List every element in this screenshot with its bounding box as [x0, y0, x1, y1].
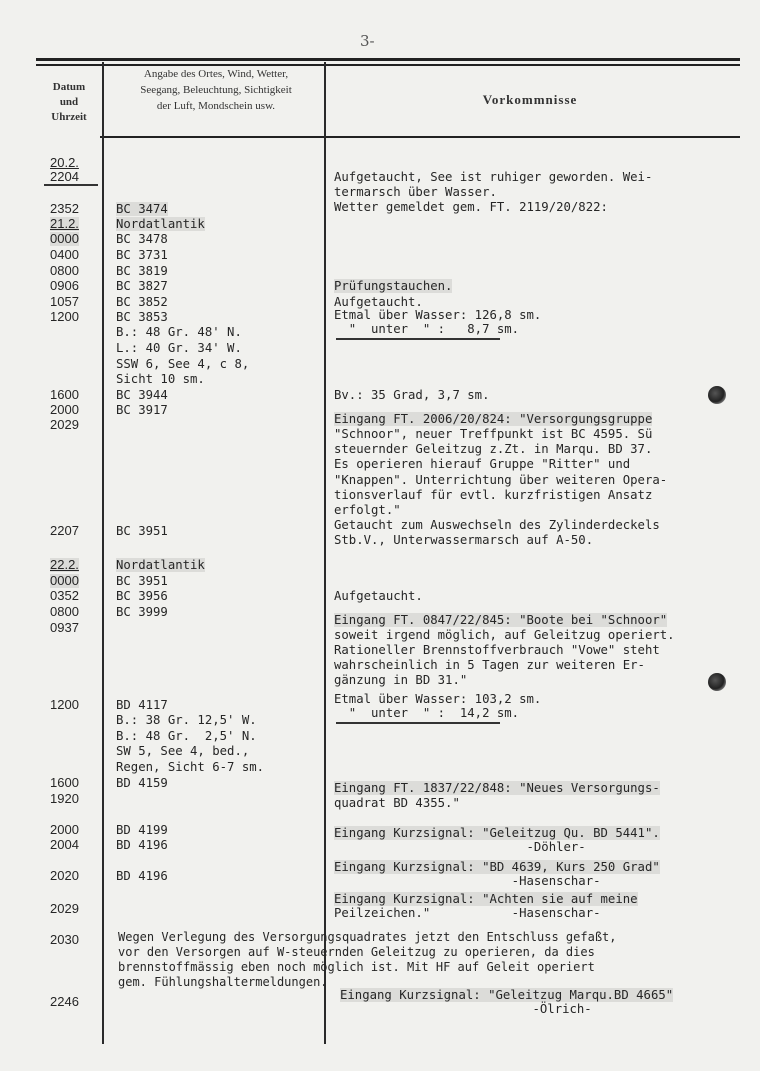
time-cell: 0906 — [50, 278, 79, 293]
page-number: 3- — [360, 32, 375, 50]
location-cell: B.: 38 Gr. 12,5' W. — [116, 713, 257, 727]
time-cell: 0400 — [50, 247, 79, 262]
location-cell: BC 3852 — [116, 295, 168, 309]
column-divider-1 — [102, 62, 104, 1044]
event-text: Wetter gemeldet gem. FT. 2119/20/822: — [334, 200, 608, 214]
location-cell: BD 4196 — [116, 869, 168, 883]
column-divider-2 — [324, 62, 326, 1044]
location-cell: B.: 48 Gr. 2,5' N. — [116, 729, 257, 743]
event-text: -Ölrich- — [340, 1002, 592, 1016]
event-text: Eingang FT. 2006/20/824: "Versorgungsgruppe — [334, 412, 653, 426]
location-cell: L.: 40 Gr. 34' W. — [116, 341, 242, 355]
time-cell: 1920 — [50, 791, 79, 806]
location-cell: Nordatlantik — [116, 217, 205, 231]
time-cell: 1200 — [50, 697, 79, 712]
event-text: termarsch über Wasser. — [334, 185, 497, 199]
event-text: Eingang Kurzsignal: "BD 4639, Kurs 250 Grad" — [334, 860, 660, 874]
event-text: "Schnoor", neuer Treffpunkt ist BC 4595. Sü — [334, 427, 653, 441]
location-cell: Regen, Sicht 6-7 sm. — [116, 760, 265, 774]
event-text: gänzung in BD 31." — [334, 673, 468, 687]
event-text: Eingang Kurzsignal: "Geleitzug Qu. BD 5441". — [334, 826, 660, 840]
time-cell: 0000 — [50, 231, 79, 246]
location-cell: Sicht 10 sm. — [116, 372, 205, 386]
event-text: Eingang Kurzsignal: "Achten sie auf meine — [334, 892, 638, 906]
location-cell: BC 3731 — [116, 248, 168, 262]
decision-text: Wegen Verlegung des Versorgungsquadrates jetzt den Entschluss gefaßt, — [118, 930, 617, 944]
location-cell: Nordatlantik — [116, 558, 205, 572]
decision-text: gem. Fühlungshaltermeldungen. — [118, 975, 328, 989]
location-cell: BC 3951 — [116, 524, 168, 538]
time-cell: 2000 — [50, 402, 79, 417]
time-cell: 1600 — [50, 387, 79, 402]
time-cell: 2246 — [50, 994, 79, 1009]
event-text: Getaucht zum Auswechseln des Zylinderdeckels — [334, 518, 660, 532]
header-date-time: Datum und Uhrzeit — [51, 81, 87, 123]
event-text: Eingang FT. 1837/22/848: "Neues Versorgungs- — [334, 781, 660, 795]
event-text: -Döhler- — [334, 840, 586, 854]
time-cell: 0352 — [50, 588, 79, 603]
header-location-weather: Angabe des Ortes, Wind, Wetter, Seegang, Beleuchtung, Sichtigkeit der Luft, Mondschein usw. — [140, 68, 292, 112]
location-cell: BD 4196 — [116, 838, 168, 852]
event-text: Stb.V., Unterwassermarsch auf A-50. — [334, 533, 594, 547]
location-cell: BC 3478 — [116, 232, 168, 246]
time-cell: 2352 — [50, 201, 79, 216]
time-cell: 2207 — [50, 523, 79, 538]
punch-hole — [708, 386, 726, 404]
event-text: Aufgetaucht, See ist ruhiger geworden. Wei- — [334, 170, 653, 184]
decision-text: brennstoffmässig eben noch möglich ist. Mit HF auf Geleit operiert — [118, 960, 595, 974]
event-text: " unter " : 14,2 sm. — [334, 706, 520, 720]
event-text: steuernder Geleitzug z.Zt. in Marqu. BD 37. — [334, 442, 653, 456]
event-text: quadrat BD 4355." — [334, 796, 460, 810]
location-cell: BD 4159 — [116, 776, 168, 790]
event-text: Etmal über Wasser: 126,8 sm. — [334, 308, 542, 322]
time-cell: 1200 — [50, 309, 79, 324]
event-text: " unter " : 8,7 sm. — [334, 322, 520, 336]
time-cell: 2020 — [50, 868, 79, 883]
location-cell: BC 3951 — [116, 574, 168, 588]
event-text: Bv.: 35 Grad, 3,7 sm. — [334, 388, 490, 402]
decision-text: vor den Versorgen auf W-steuernden Geleitzug zu operieren, da dies — [118, 945, 595, 959]
event-text: Es operieren hierauf Gruppe "Ritter" und — [334, 457, 631, 471]
top-rule — [36, 58, 740, 61]
punch-hole — [708, 673, 726, 691]
event-text: -Hasenschar- — [334, 874, 601, 888]
date-cell: 22.2. — [50, 557, 79, 572]
time-cell: 2004 — [50, 837, 79, 852]
event-text: erfolgt." — [334, 503, 401, 517]
etmal-underline — [336, 338, 500, 340]
location-cell: BC 3999 — [116, 605, 168, 619]
location-cell: BC 3917 — [116, 403, 168, 417]
event-text: Prüfungstauchen. — [334, 279, 453, 293]
event-text: Eingang FT. 0847/22/845: "Boote bei "Schnoor" — [334, 613, 668, 627]
event-text: wahrscheinlich in 5 Tagen zur weiteren Er- — [334, 658, 645, 672]
location-cell: BC 3956 — [116, 589, 168, 603]
event-text: Aufgetaucht. — [334, 295, 423, 309]
event-text: soweit irgend möglich, auf Geleitzug operiert. — [334, 628, 675, 642]
location-cell: SSW 6, See 4, c 8, — [116, 357, 250, 371]
location-cell: B.: 48 Gr. 48' N. — [116, 325, 242, 339]
header-rule — [100, 136, 740, 138]
time-cell: 2029 — [50, 417, 79, 432]
event-text: Eingang Kurzsignal: "Geleitzug Marqu.BD 4665" — [340, 988, 674, 1002]
time-cell: 0800 — [50, 263, 79, 278]
date-cell: 21.2. — [50, 216, 79, 231]
time-cell: 0000 — [50, 573, 79, 588]
date-underline — [44, 184, 98, 186]
event-text: Rationeller Brennstoffverbrauch "Vowe" steht — [334, 643, 660, 657]
time-cell: 1600 — [50, 775, 79, 790]
location-cell: BC 3819 — [116, 264, 168, 278]
location-cell: SW 5, See 4, bed., — [116, 744, 250, 758]
event-text: Etmal über Wasser: 103,2 sm. — [334, 692, 542, 706]
etmal-underline — [336, 722, 500, 724]
location-cell: BC 3944 — [116, 388, 168, 402]
header-events: Vorkommnisse — [482, 92, 578, 107]
event-text: Aufgetaucht. — [334, 589, 423, 603]
location-cell: BC 3853 — [116, 310, 168, 324]
time-cell: 2030 — [50, 932, 79, 947]
location-cell: BD 4117 — [116, 698, 168, 712]
time-cell: 0937 — [50, 620, 79, 635]
location-cell: BC 3827 — [116, 279, 168, 293]
time-cell: 1057 — [50, 294, 79, 309]
date-cell: 20.2. — [50, 155, 79, 170]
event-text: "Knappen". Unterrichtung über weiteren Opera- — [334, 473, 668, 487]
time-cell: 2029 — [50, 901, 79, 916]
time-cell: 2204 — [50, 169, 79, 184]
location-cell: BC 3474 — [116, 202, 168, 216]
time-cell: 2000 — [50, 822, 79, 837]
event-text: tionsverlauf für evtl. kurzfristigen Ansatz — [334, 488, 653, 502]
event-text: Peilzeichen." -Hasenschar- — [334, 906, 601, 920]
location-cell: BD 4199 — [116, 823, 168, 837]
time-cell: 0800 — [50, 604, 79, 619]
